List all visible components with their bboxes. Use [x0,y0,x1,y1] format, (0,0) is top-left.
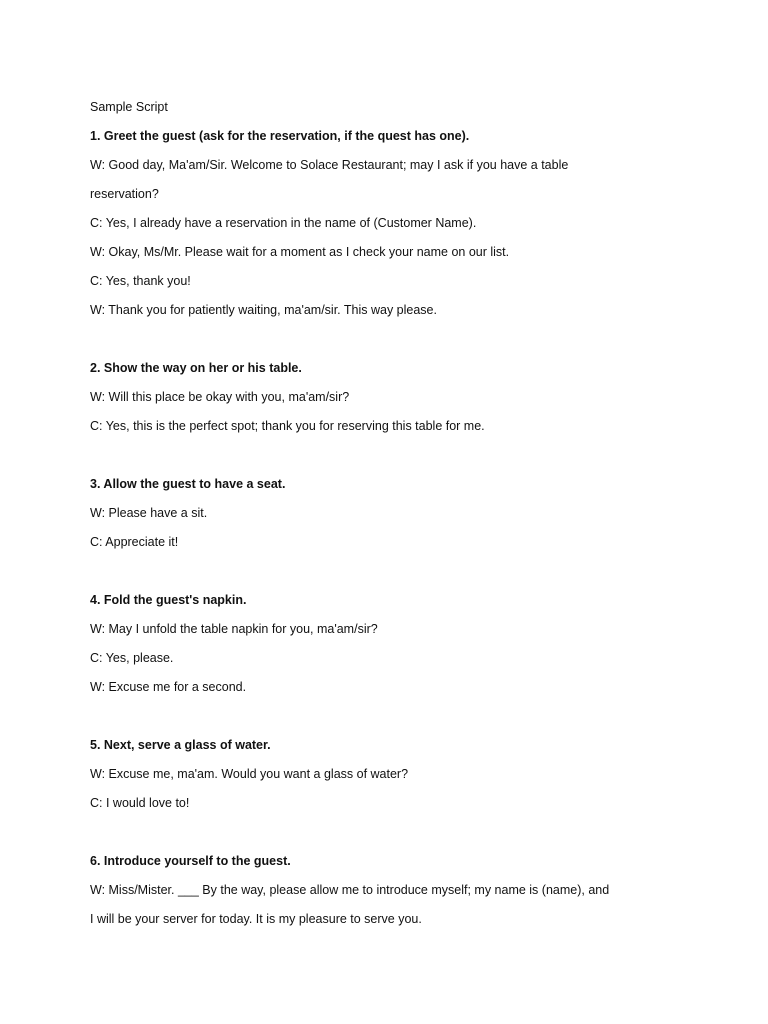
blank-line [90,441,690,470]
section-heading: 4. Fold the guest's napkin. [90,593,247,607]
blank-line [90,702,690,731]
script-line: reservation? [90,187,159,201]
section-4 [90,586,690,702]
script-line: C: I would love to! [90,796,190,810]
section-6 [90,847,690,934]
section-heading: 2. Show the way on her or his table. [90,361,302,375]
script-line: W: Will this place be okay with you, ma'am/sir? [90,390,350,404]
script-line: W: Good day, Ma'am/Sir. Welcome to Solace Restaurant; may I ask if you have a table [90,158,569,172]
script-line: C: Yes, thank you! [90,274,191,288]
section-2 [90,354,690,441]
document-title: Sample Script [90,100,168,114]
script-line: I will be your server for today. It is my pleasure to serve you. [90,912,422,926]
script-line: W: Please have a sit. [90,506,208,520]
blank-line [90,325,690,354]
script-line: W: May I unfold the table napkin for you, ma'am/sir? [90,622,378,636]
section-heading: 5. Next, serve a glass of water. [90,738,271,752]
section-heading: 1. Greet the guest (ask for the reservation, if the quest has one). [90,129,470,143]
section-1 [90,122,690,325]
document-page [90,93,690,934]
script-line: C: Yes, please. [90,651,174,665]
script-line: C: Appreciate it! [90,535,179,549]
script-line: C: Yes, I already have a reservation in the name of (Customer Name). [90,216,477,230]
script-line: W: Excuse me, ma'am. Would you want a glass of water? [90,767,409,781]
script-line: W: Excuse me for a second. [90,680,247,694]
section-heading: 6. Introduce yourself to the guest. [90,854,291,868]
section-3 [90,470,690,557]
script-line: W: Thank you for patiently waiting, ma'am/sir. This way please. [90,303,437,317]
blank-line [90,557,690,586]
section-5 [90,731,690,818]
script-line: C: Yes, this is the perfect spot; thank you for reserving this table for me. [90,419,485,433]
script-line: W: Okay, Ms/Mr. Please wait for a moment as I check your name on our list. [90,245,510,259]
script-line: W: Miss/Mister. ___ By the way, please allow me to introduce myself; my name is (name), and [90,883,610,897]
blank-line [90,818,690,847]
section-heading: 3. Allow the guest to have a seat. [90,477,286,491]
